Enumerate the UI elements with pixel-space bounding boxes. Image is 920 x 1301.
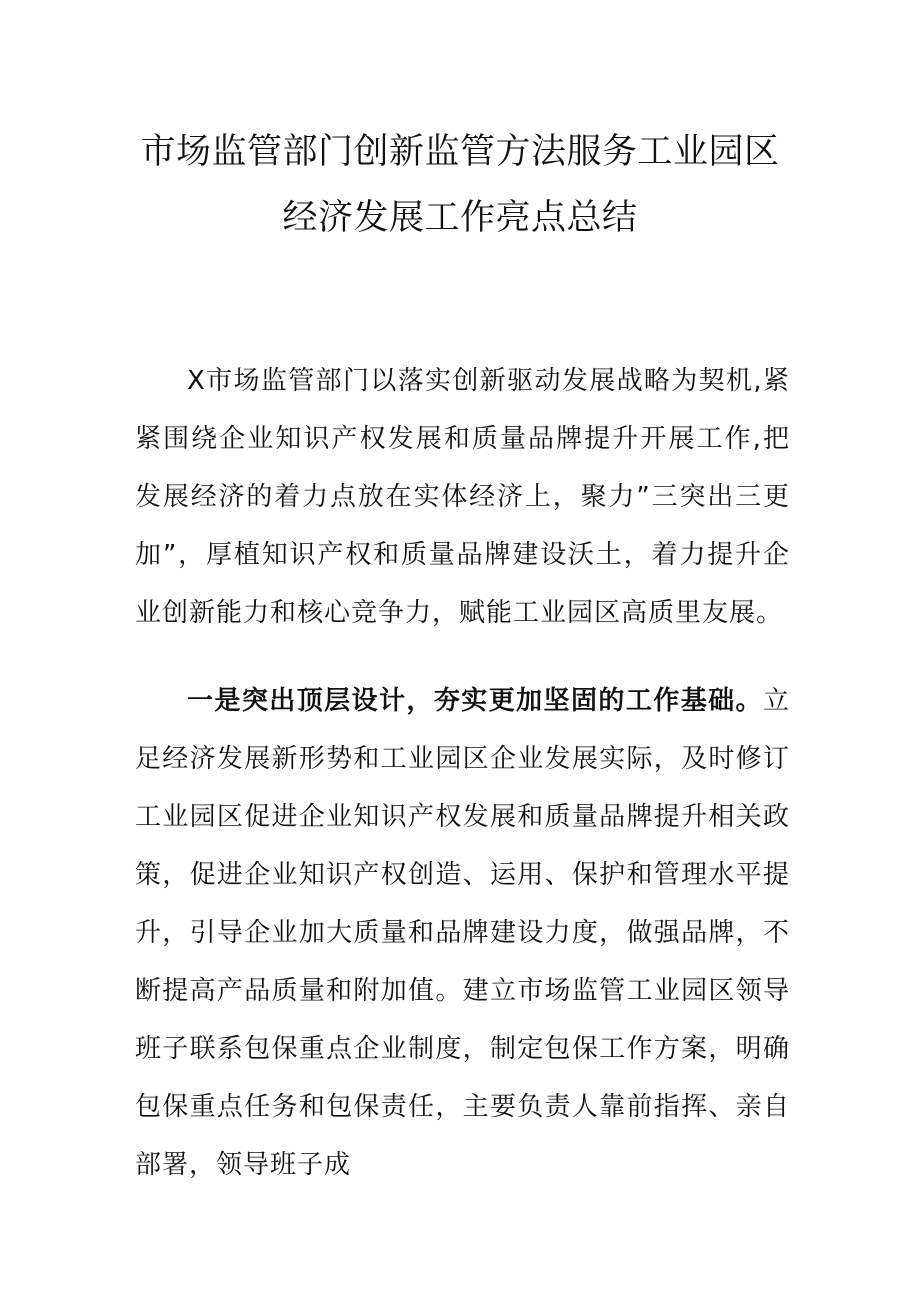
document-title-line-2: 经济发展工作亮点总结	[282, 198, 638, 238]
section-one-paragraph	[135, 672, 790, 1194]
intro-paragraph: X市场监管部门以落实创新驱动发展战略为契机,紧紧围绕企业知识产权发展和质量品牌提升开展工作,把发展经济的着力点放在实体经济上，聚力”三突出三更加”，厚植知识产权和质量品牌建设沃土，着力提升企业创新能力和核心竞争力，赋能工业园区高质里友展。	[135, 366, 790, 628]
document-title-line-1: 市场监管部门创新监管方法服务工业园区	[140, 132, 780, 172]
section-one-heading: 一是突出顶层设计，夯实更加坚固的工作基础。	[187, 686, 763, 716]
section-one-body: 立足经济发展新形势和工业园区企业发展实际，及时修订工业园区促进企业知识产权发展和质量品牌提升相关政策，促进企业知识产权创造、运用、保护和管理水平提升，引导企业加大质量和品牌建设力度，做强品牌，不断提高产品质量和附加值。建立市场监管工业园区领导班子联系包保重点企业制度，制定包保工作方案，明确包保重点任务和包保责任，主要负责人靠前指挥、亲自部署，领导班子成	[135, 686, 790, 1180]
